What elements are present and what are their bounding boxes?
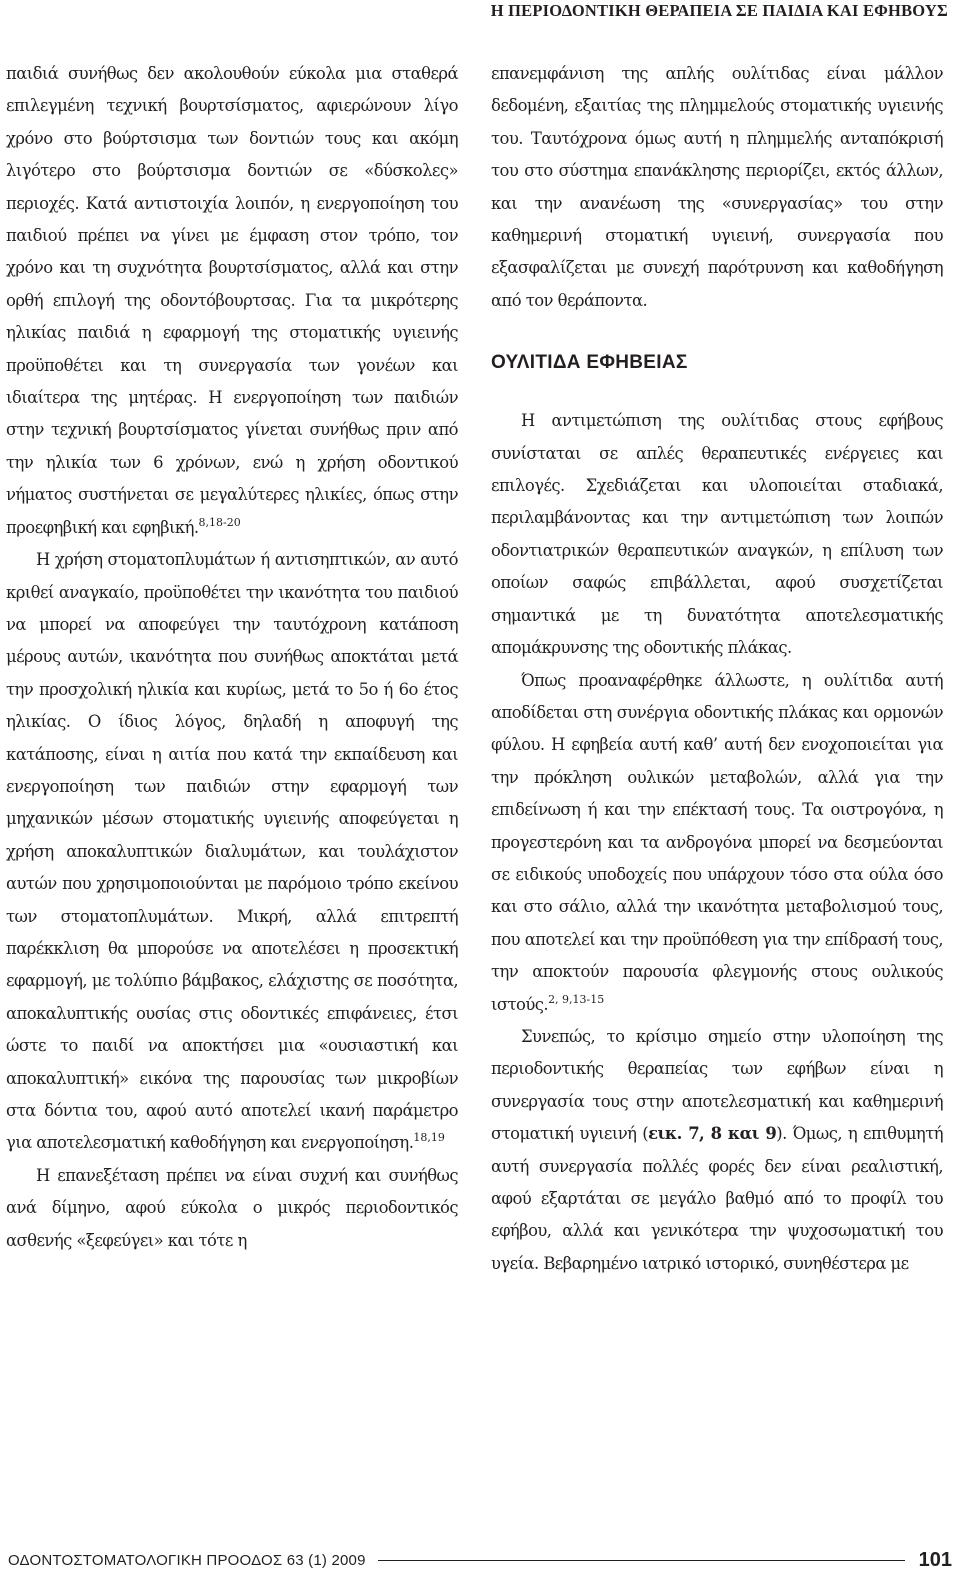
paragraph-text: επανεμφάνιση της απλής ουλίτιδας είναι μάλλον δεδομένη, εξαιτίας της πλημμελούς στοματικής υγιεινής του. Ταυτόχρονα όμως αυτή η πλημμελής ανταπόκρισή του στο σύστημα επανάκλησης περιορίζει, εκτός άλλων, και την ανανέωση της «συνεργασίας» του στην καθημερινή στοματική υγιεινή, συνεργασία που εξασφαλίζεται με συνεχή παρότρυνση και καθοδήγηση από τον θεράποντα. xyxy=(491,64,943,310)
right-column xyxy=(491,58,943,1280)
paragraph xyxy=(6,58,458,544)
citation-ref: 2, 9,13-15 xyxy=(548,992,605,1006)
paragraph-text: παιδιά συνήθως δεν ακολουθούν εύκολα μια σταθερά επιλεγμένη τεχνική βουρτσίσματος, αφιερώνουν λίγο χρόνο στο βούρτσισμα των δοντιών τους και ακόμη λιγότερο στο βούρτσισμα δοντιών σε «δύσκολες» περιοχές. Κατά αντιστοιχία λοιπόν, η ενεργοποίηση του παιδιού πρέπει να γίνει με έμφαση στον τρόπο, τον χρόνο και τη συχνότητα βουρτσίσματος, αλλά και στην ορθή επιλογή της οδοντόβουρτσας. Για τα μικρότερης ηλικίας παιδιά η εφαρμογή της στοματικής υγιεινής προϋποθέτει και τη συνεργασία των γονέων και ιδιαίτερα της μητέρας. Η ενεργοποίηση των παιδιών στην τεχνική βουρτσίσματος γίνεται συνήθως πριν από την ηλικία των 6 χρόνων, ενώ η χρήση οδοντικού νήματος συστήνεται σε μεγαλύτερες ηλικίες, όπως στην προεφηβική και εφηβική. xyxy=(6,64,458,537)
paragraph xyxy=(491,58,943,317)
paragraph xyxy=(6,1160,458,1257)
paragraph-text: Η χρήση στοματοπλυμάτων ή αντισηπτικών, αν αυτό κριθεί αναγκαίο, προϋποθέτει την ικανότητα του παιδιού να μπορεί να αποφεύγει την ταυτόχρονη κατάποση μέρους αυτών, ικανότητα που συνήθως αποκτάται μετά την προσχολική ηλικία και κυρίως, μετά το 5ο ή 6ο έτος ηλικίας. Ο ίδιος λόγος, δηλαδή η αποφυγή της κατάποσης, είναι η αιτία που κατά την εκπαίδευση και ενεργοποίηση των παιδιών στην εφαρμογή των μηχανικών μέσων στοματικής υγιεινής αποφεύγεται η χρήση αποκαλυπτικών διαλυμάτων, και τουλάχιστον αυτών που χρησιμοποιούνται με παρόμοιο τρόπο εκείνου των στοματοπλυμάτων. Μικρή, αλλά επιτρεπτή παρέκκλιση θα μπορούσε να αποτελέσει η προσεκτική εφαρμογή, με τολύπιο βάμβακος, ελάχιστης σε ποσότητα, αποκαλυπτικής ουσίας στις οδοντικές επιφάνειες, έτσι ώστε το παιδί να αποκτήσει μια «ουσιαστική και αποκαλυπτική» εικόνα της παρουσίας των μικροβίων στα δόντια του, αφού αυτό αποτελεί ικανή παράμετρο για αποτελεσματική καθοδήγηση και ενεργοποίηση. xyxy=(6,550,458,1153)
journal-name: ΟΔΟΝΤΟΣΤΟΜΑΤΟΛΟΓΙΚΗ ΠΡΟΟΔΟΣ 63 (1) 2009 xyxy=(8,1551,366,1569)
paragraph-text: Όπως προαναφέρθηκε άλλωστε, η ουλίτιδα αυτή αποδίδεται στη συνέργια οδοντικής πλάκας και ορμονών φύλου. Η εφηβεία αυτή καθ’ αυτή δεν ενοχοποιείται για την πρόκληση ουλικών μεταβολών, αλλά για την επιδείνωση ή και την επέκτασή τους. Τα οιστρογόνα, η προγεστερόνη και τα ανδρογόνα μπορεί να δεσμεύονται σε ειδικούς υποδοχείς που υπάρχουν τόσο στα ούλα όσο και στο σάλιο, αλλά την ικανότητα μεταβολισμού τους, που αποτελεί και την προϋπόθεση για την επίδρασή τους, την αποκτούν παρουσία φλεγμονής στους ουλικούς ιστούς. xyxy=(491,670,943,1014)
paragraph xyxy=(491,665,943,1021)
page-number: 101 xyxy=(918,1548,952,1571)
paragraph-text: Συνεπώς, το κρίσιμο σημείο στην υλοποίηση της περιοδοντικής θεραπείας των εφήβων είναι η συνεργασία τους στην αποτελεσματική και καθημερινή στοματική υγιεινή ( xyxy=(491,1026,943,1144)
paragraph xyxy=(6,544,458,1160)
figure-reference: εικ. 7, 8 και 9 xyxy=(648,1124,777,1144)
page-footer xyxy=(8,1546,952,1574)
left-column xyxy=(6,58,458,1257)
paragraph xyxy=(491,405,943,664)
paragraph-text: Η αντιμετώπιση της ουλίτιδας στους εφήβους συνίσταται σε απλές θεραπευτικές ενέργειες και επιλογές. Σχεδιάζεται και υλοποιείται σταδιακά, περιλαμβάνοντας και την αντιμετώπιση των λοιπών οδοντιατρικών θεραπευτικών αναγκών, η επίλυση των οποίων σαφώς επιβάλλεται, αφού συσχετίζεται σημαντικά με τη δυνατότητα αποτελεσματικής απομάκρυνσης της οδοντικής πλάκας. xyxy=(491,411,943,658)
footer-divider xyxy=(378,1560,905,1561)
section-heading: ΟΥΛΙΤΙΔΑ ΕΦΗΒΕΙΑΣ xyxy=(491,352,688,374)
running-head: Η ΠΕΡΙΟΔΟΝΤΙΚΗ ΘΕΡΑΠΕΙΑ ΣΕ ΠΑΙΔΙΑ ΚΑΙ ΕΦΗΒΟΥΣ xyxy=(490,1,948,20)
paragraph-text: Η επανεξέταση πρέπει να είναι συχνή και συνήθως ανά δίμηνο, αφού εύκολα ο μικρός περιοδοντικός ασθενής «ξεφεύγει» και τότε η xyxy=(6,1165,458,1250)
paragraph xyxy=(491,1021,943,1280)
citation-ref: 8,18-20 xyxy=(198,515,241,529)
paragraph-text: ). Όμως, η επιθυμητή αυτή συνεργασία πολλές φορές δεν είναι ρεαλιστική, αφού εξαρτάται σε μεγάλο βαθμό από το προφίλ του εφήβου, αλλά και γενικότερα την ψυχοσωματική του υγεία. Βεβαρημένο ιατρικό ιστορικό, συνηθέστερα με xyxy=(491,1124,943,1273)
citation-ref: 18,19 xyxy=(413,1131,445,1145)
